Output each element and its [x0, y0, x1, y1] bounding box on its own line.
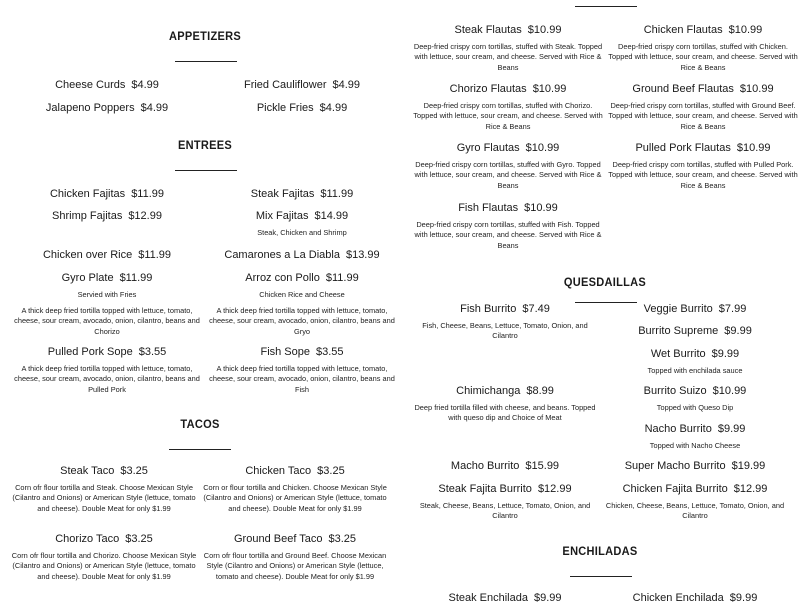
menu-item-fish-flautas: [413, 201, 603, 251]
item-name: Shrimp Fajitas: [52, 210, 123, 222]
item-name: Steak Fajitas: [250, 188, 315, 200]
menu-item-chicken-fajitas: [12, 187, 202, 202]
item-name: Gyro Plate: [61, 272, 114, 284]
menu-item-fish-sope: [207, 345, 397, 395]
item-name: Ground Beef Taco: [234, 533, 323, 545]
item-description: Deep-fried crispy corn tortillas, stuffed with Chorizo. Topped with lettuce, sour cream, and cheese. Served with Rice & Beans: [413, 101, 603, 131]
item-name: Chicken Enchilada: [632, 592, 724, 604]
item-description: Topped with Queso Dip: [656, 403, 734, 412]
menu-item-arroz-con-pollo: [207, 271, 397, 300]
item-description: A thick deep fried tortilla topped with lettuce, tomato, cheese, sour cream, avocado, onion, cilantro, beans and Chorizo: [14, 306, 200, 336]
item-price: $8.99: [526, 385, 554, 397]
item-price: $3.25: [120, 465, 148, 477]
item-description: A thick deep fried tortilla topped with lettuce, tomato, cheese, sour cream, avocado, onion, cilantro, beans and Pulled Pork: [14, 364, 200, 394]
section-divider: [169, 449, 231, 450]
item-price: $7.99: [718, 303, 747, 315]
menu-item-jalapeno-poppers: [12, 101, 202, 116]
item-name: Chorizo Flautas: [449, 83, 527, 95]
item-price: $10.99: [728, 24, 763, 36]
menu-item-ground-beef-taco: [200, 532, 390, 582]
item-price: $11.99: [131, 188, 165, 200]
item-name: Chicken over Rice: [42, 249, 133, 261]
item-price: $11.99: [119, 272, 153, 284]
menu-item-steak-flautas: [413, 23, 603, 73]
menu-item-chicken-fajita-burrito: [600, 482, 790, 522]
item-name: Macho Burrito: [450, 460, 520, 472]
item-price: $7.49: [522, 303, 550, 315]
menu-item-nacho-burrito: [600, 422, 790, 451]
item-price: $10.99: [712, 385, 747, 397]
item-name: Wet Burrito: [650, 348, 706, 360]
item-name: Steak Flautas: [454, 24, 522, 36]
item-description: Deep-fried crispy corn tortillas, stuffed with Gyro. Topped with lettuce, sour cream, and cheese. Served with Rice & Beans: [414, 160, 602, 190]
item-price: $10.99: [736, 142, 771, 154]
item-price: $4.99: [140, 102, 169, 114]
item-name: Nacho Burrito: [644, 423, 712, 435]
item-name: Gyro Flautas: [456, 142, 520, 154]
item-name: Burrito Supreme: [638, 325, 719, 337]
item-description: Steak, Cheese, Beans, Lettuce, Tomato, Onion, and Cilantro: [419, 501, 591, 521]
item-price: $3.25: [125, 533, 153, 545]
item-description: Deep-fried crispy corn tortillas, stuffed with Fish. Topped with lettuce, sour cream, and cheese. Served with Rice & Beans: [414, 220, 602, 250]
menu-item-chimichanga: [410, 384, 600, 424]
menu-item-macho-burrito: [410, 459, 600, 474]
menu-item-chicken-taco: [200, 464, 390, 514]
menu-item-steak-fajita-burrito: [410, 482, 600, 522]
menu-item-ground-beef-flautas: [608, 82, 798, 132]
item-price: $9.99: [724, 325, 752, 337]
menu-item-chicken-flautas: [608, 23, 798, 73]
menu-item-pickle-fries: [207, 101, 397, 116]
item-description: Corn ofr flour tortilla and Steak. Choose Mexican Style (Cilantro and Onions) or American Style (lettuce, tomato and cheese). Double Meat for only $1.99: [12, 483, 196, 513]
item-description: Corn ofr flour tortilla and Ground Beef. Choose Mexican Style (Cilantro and Onions) or American Style (lettuce, tomato and cheese). Double Meat for only $1.99: [203, 551, 387, 581]
item-price: $3.55: [138, 346, 167, 358]
menu-item-shrimp-fajitas: [12, 209, 202, 224]
menu-item-fried-cauliflower: [207, 78, 397, 93]
menu-item-wet-burrito: [600, 347, 790, 376]
item-name: Arroz con Pollo: [245, 272, 320, 284]
menu-item-steak-taco: [9, 464, 199, 514]
item-price: $10.99: [524, 202, 558, 214]
item-description: Deep-fried crispy corn tortillas, stuffed with Pulled Pork. Topped with lettuce, sour cream, and cheese. Served with Rice & Beans: [608, 160, 798, 190]
item-description: Steak, Chicken and Shrimp: [257, 228, 347, 237]
item-description: Topped with enchilada sauce: [647, 366, 743, 375]
item-price: $9.99: [729, 592, 758, 604]
section-divider: [575, 6, 637, 7]
menu-item-cheese-curds: [12, 78, 202, 93]
menu-item-pulled-pork-sope: [12, 345, 202, 395]
item-name: Veggie Burrito: [643, 303, 713, 315]
item-price: $14.99: [314, 210, 349, 222]
item-description: Deep-fried crispy corn tortillas, stuffed with Ground Beef. Topped with lettuce, sour cream, and cheese. Served with Rice & Beans: [608, 101, 798, 131]
item-description: Servied with Fries: [77, 290, 137, 299]
item-price: $4.99: [332, 79, 361, 91]
section-divider: [175, 170, 237, 171]
menu-item-super-macho-burrito: [600, 459, 790, 474]
item-description: Topped with Nacho Cheese: [649, 441, 741, 450]
menu-item-camarones-a-la-diabla: [207, 248, 397, 263]
menu-item-veggie-burrito: [600, 302, 790, 317]
item-price: $4.99: [319, 102, 348, 114]
item-name: Chicken Fajita Burrito: [622, 483, 728, 495]
item-price: $12.99: [733, 483, 768, 495]
item-name: Mix Fajitas: [255, 210, 309, 222]
item-price: $3.55: [316, 346, 344, 358]
menu-item-chorizo-taco: [9, 532, 199, 582]
item-name: Chicken Fajitas: [49, 188, 126, 200]
section-title-appetizers: APPETIZERS: [168, 29, 242, 43]
menu-item-gyro-plate: [12, 271, 202, 300]
item-name: Ground Beef Flautas: [632, 83, 734, 95]
section-title-enchiladas: ENCHILADAS: [562, 544, 638, 558]
section-divider: [570, 576, 632, 577]
item-description: Chicken, Cheese, Beans, Lettuce, Tomato, Onion, and Cilantro: [605, 501, 785, 521]
menu-item-chicken-enchilada: [600, 591, 790, 606]
menu-item-gyro-flautas: [413, 141, 603, 191]
item-price: $9.99: [711, 348, 740, 360]
item-description: A thick deep fried tortilla topped with lettuce, tomato, cheese, sour cream, avocado, onion, cilantro, beans and Gryo: [209, 306, 395, 336]
item-name: Burrito Suizo: [643, 385, 707, 397]
item-name: Pickle Fries: [256, 102, 314, 114]
menu-item-steak-fajitas: [207, 187, 397, 202]
item-price: $3.25: [317, 465, 345, 477]
item-price: $13.99: [345, 249, 380, 261]
item-name: Fish Burrito: [460, 303, 517, 315]
item-price: $11.99: [325, 272, 359, 284]
menu-item-burrito-supreme: [600, 324, 790, 339]
item-name: Fish Flautas: [458, 202, 519, 214]
item-price: $3.25: [328, 533, 356, 545]
item-price: $15.99: [525, 460, 560, 472]
menu-item-pulled-pork-flautas: [608, 141, 798, 191]
menu-item-mix-fajitas: [207, 209, 397, 238]
item-price: $12.99: [128, 210, 162, 222]
menu-item-fish-burrito: [410, 302, 600, 342]
item-description: Deep-fried crispy corn tortillas, stuffed with Steak. Topped with lettuce, sour cream, and cheese. Served with Rice & Beans: [413, 42, 603, 72]
item-name: Chicken Taco: [245, 465, 312, 477]
menu-item-chicken-over-rice: [12, 248, 202, 263]
item-price: $9.99: [533, 592, 562, 604]
section-title-quesadillas: QUESDAILLAS: [563, 275, 647, 289]
item-description: Deep fried tortilla filled with cheese, and beans. Topped with queso dip and Choice of Meat: [414, 403, 596, 423]
item-name: Pulled Pork Flautas: [635, 142, 731, 154]
item-name: Super Macho Burrito: [624, 460, 726, 472]
item-price: $10.99: [525, 142, 560, 154]
item-price: $12.99: [537, 483, 572, 495]
item-name: Fried Cauliflower: [243, 79, 327, 91]
menu-item-steak-enchilada: [410, 591, 600, 606]
item-description: Corn ofr flour tortilla and Chorizo. Choose Mexican Style (Cilantro and Onions) or American Style (lettuce, tomato and cheese). Double Meat for only $1.99: [11, 551, 197, 581]
item-description: Corn or flour tortilla and Chicken. Choose Mexican Style (Cilantro and Onions) or American Style (lettuce, tomato and cheese). Double Meat for only $1.99: [203, 483, 387, 513]
item-price: $4.99: [131, 79, 159, 91]
menu-item-chorizo-flautas: [413, 82, 603, 132]
section-divider: [175, 61, 237, 62]
item-name: Pulled Pork Sope: [47, 346, 133, 358]
section-title-tacos: TACOS: [180, 417, 220, 431]
item-price: $11.99: [320, 188, 354, 200]
item-description: Chicken Rice and Cheese: [259, 290, 345, 299]
item-price: $19.99: [731, 460, 766, 472]
item-name: Chicken Flautas: [643, 24, 723, 36]
item-price: $10.99: [739, 83, 774, 95]
item-description: Deep-fried crispy corn tortillas, stuffed with Chicken. Topped with lettuce, sour cream, and cheese. Served with Rice & Beans: [608, 42, 798, 72]
menu-item-sope-gyro-description: [207, 306, 397, 337]
item-name: Camarones a La Diabla: [224, 249, 340, 261]
item-description: A thick deep fried tortilla topped with lettuce, tomato, cheese, sour cream, avocado, onion, cilantro, beans and Fish: [209, 364, 395, 394]
item-name: Cheese Curds: [55, 79, 126, 91]
item-price: $10.99: [527, 24, 562, 36]
menu-item-burrito-suizo: [600, 384, 790, 413]
item-name: Steak Taco: [60, 465, 115, 477]
menu-item-sope-chorizo-description: [12, 306, 202, 337]
item-name: Fish Sope: [260, 346, 310, 358]
item-price: $10.99: [532, 83, 567, 95]
item-name: Chimichanga: [456, 385, 521, 397]
item-name: Chorizo Taco: [55, 533, 120, 545]
section-title-entrees: ENTREES: [177, 138, 233, 152]
item-price: $11.99: [138, 249, 172, 261]
item-description: Fish, Cheese, Beans, Lettuce, Tomato, Onion, and Cilantro: [422, 321, 588, 341]
item-name: Steak Enchilada: [448, 592, 528, 604]
item-name: Steak Fajita Burrito: [438, 483, 532, 495]
item-price: $9.99: [717, 423, 746, 435]
item-name: Jalapeno Poppers: [45, 102, 135, 114]
